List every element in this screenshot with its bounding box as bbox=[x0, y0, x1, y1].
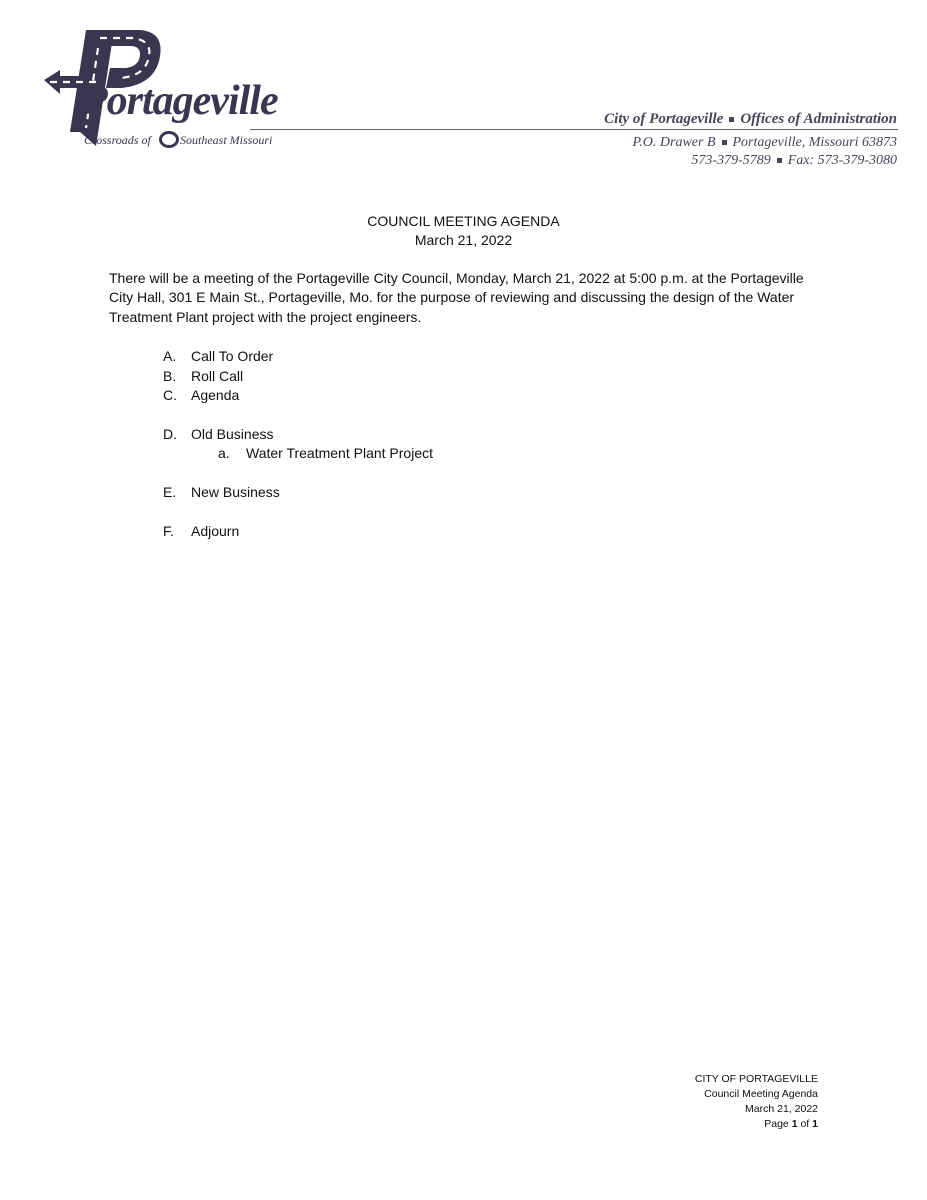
office-address bbox=[633, 135, 897, 151]
footer-page-word: Page bbox=[764, 1118, 789, 1130]
footer-page-total: 1 bbox=[812, 1118, 818, 1130]
logo-tagline-left: Crossroads of bbox=[84, 133, 151, 147]
agenda-item-marker: E. bbox=[163, 484, 177, 500]
agenda-subitem bbox=[218, 445, 433, 461]
page-footer bbox=[695, 1072, 818, 1132]
agenda-item-marker: B. bbox=[163, 368, 177, 384]
agenda-subitem-marker: a. bbox=[218, 445, 230, 461]
square-bullet-icon bbox=[722, 140, 727, 145]
agenda-item-marker: F. bbox=[163, 523, 174, 539]
square-bullet-icon bbox=[729, 117, 734, 122]
footer-doc: Council Meeting Agenda bbox=[704, 1088, 818, 1100]
office-name: City of Portageville bbox=[604, 111, 724, 127]
square-bullet-icon bbox=[777, 158, 782, 163]
agenda-item-label: Roll Call bbox=[191, 368, 244, 384]
agenda-item bbox=[163, 387, 239, 403]
office-fax: Fax: 573-379-3080 bbox=[787, 153, 897, 168]
agenda-heading bbox=[0, 212, 927, 250]
header-divider bbox=[250, 129, 898, 130]
footer-page-number bbox=[695, 1117, 818, 1132]
agenda-item-label: Old Business bbox=[191, 426, 274, 442]
agenda-title: COUNCIL MEETING AGENDA bbox=[367, 213, 560, 229]
agenda-item bbox=[163, 368, 243, 384]
logo-tagline-ring-icon bbox=[159, 131, 179, 148]
agenda-item-label: Agenda bbox=[191, 387, 240, 403]
office-po-box: P.O. Drawer B bbox=[632, 135, 716, 150]
agenda-item-label: Adjourn bbox=[191, 523, 240, 539]
logo-tagline-right: Southeast Missouri bbox=[180, 133, 273, 147]
footer-org: CITY OF PORTAGEVILLE bbox=[694, 1073, 818, 1085]
office-city-state-zip: Portageville, Missouri 63873 bbox=[732, 135, 897, 150]
agenda-item-label: New Business bbox=[191, 484, 280, 500]
footer-page-current: 1 bbox=[791, 1118, 798, 1130]
city-logo bbox=[36, 28, 276, 150]
logo-wordmark: Portageville bbox=[82, 78, 278, 124]
agenda-intro-paragraph: There will be a meeting of the Portageville City Council, Monday, March 21, 2022 at 5:00 p.m. at the Portageville City Hall, 301 E Main St., Portageville, Mo. for the purpose of reviewing and discussing the design of the Water Treatment Plant project with the project engineers. bbox=[109, 270, 804, 325]
office-phone: 573-379-5789 bbox=[691, 153, 771, 168]
office-phone-fax bbox=[691, 153, 897, 169]
agenda-item bbox=[163, 426, 273, 442]
agenda-item-label: Call To Order bbox=[191, 348, 274, 364]
office-department: Offices of Administration bbox=[740, 111, 897, 127]
footer-page-of: of bbox=[800, 1118, 810, 1130]
agenda-item-marker: D. bbox=[163, 426, 177, 442]
agenda-item bbox=[163, 348, 273, 364]
agenda-item bbox=[163, 523, 239, 539]
agenda-item-marker: A. bbox=[163, 348, 177, 364]
agenda-subitem-label: Water Treatment Plant Project bbox=[246, 445, 433, 461]
office-title bbox=[604, 111, 897, 128]
agenda-item bbox=[163, 484, 280, 500]
footer-date: March 21, 2022 bbox=[745, 1103, 818, 1115]
agenda-date: March 21, 2022 bbox=[414, 232, 513, 248]
agenda-item-marker: C. bbox=[163, 387, 177, 403]
